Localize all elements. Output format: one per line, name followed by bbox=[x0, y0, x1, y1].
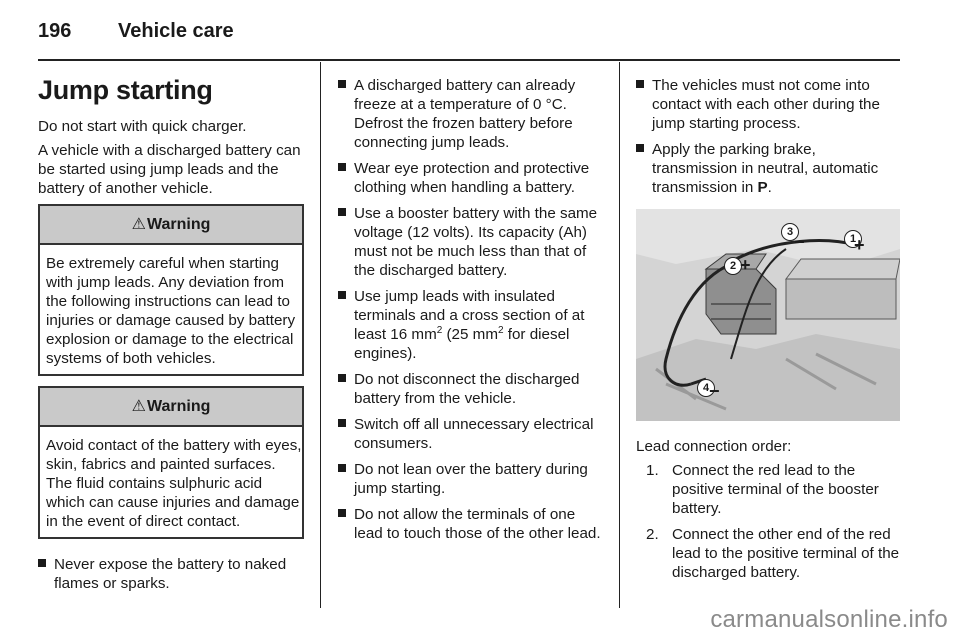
bullet-square-icon bbox=[338, 80, 346, 88]
list-item bbox=[38, 555, 304, 593]
list-item-text: Switch off all unnecessary electrical consumers. bbox=[354, 416, 594, 452]
step-item bbox=[646, 525, 902, 582]
bullet-square-icon bbox=[338, 208, 346, 216]
list-item bbox=[338, 76, 604, 152]
text-part: . bbox=[767, 179, 772, 196]
list-item bbox=[338, 460, 604, 498]
steps-list bbox=[646, 461, 902, 582]
list-item-text: Use a booster battery with the same voltage (12 volts). Its capacity (Ah) must not be much less than that of the discharged battery. bbox=[354, 205, 598, 279]
plus-sign-icon: + bbox=[854, 235, 865, 255]
bullet-square-icon bbox=[38, 559, 46, 567]
list-item bbox=[338, 505, 604, 543]
column-3 bbox=[636, 76, 902, 589]
plus-sign-icon: + bbox=[740, 255, 751, 275]
bullet-square-icon bbox=[338, 464, 346, 472]
text-part: Apply the parking brake, transmission in neutral, automatic transmission in bbox=[652, 141, 879, 196]
text-part: Use jump leads with insulated terminals and a cross section of at least 16 mm bbox=[354, 288, 585, 343]
lead-order-title: Lead connection order: bbox=[636, 438, 792, 455]
list-item-text: Never expose the battery to naked flames or sparks. bbox=[54, 556, 287, 592]
list-item bbox=[338, 287, 604, 363]
warning-box-2 bbox=[38, 386, 304, 539]
terminal-label: 3 bbox=[781, 223, 799, 241]
superscript: 2 bbox=[497, 324, 504, 336]
terminal-label: 4 bbox=[697, 379, 715, 397]
list-item bbox=[338, 415, 604, 453]
warning-text: Avoid contact of the battery with eyes, skin, fabrics and painted surfaces. The fluid contains sulphuric acid which can cause injuries and damage in the event of direct contact. bbox=[46, 437, 302, 530]
step-text: Connect the red lead to the positive terminal of the booster battery. bbox=[672, 462, 879, 517]
bullet-square-icon bbox=[338, 374, 346, 382]
step-item bbox=[646, 461, 902, 518]
bullet-list bbox=[636, 76, 902, 197]
gear-p-label: P bbox=[757, 179, 768, 196]
list-item-text: Do not lean over the battery during jump starting. bbox=[354, 461, 588, 497]
list-item-text bbox=[652, 141, 878, 196]
battery-jump-figure bbox=[636, 209, 900, 421]
bullet-square-icon bbox=[636, 80, 644, 88]
watermark: carmanualsonline.info bbox=[710, 606, 948, 633]
bullet-list bbox=[338, 76, 604, 543]
terminal-label: 1 bbox=[844, 230, 862, 248]
list-item-text: Wear eye protection and protective clothing when handling a battery. bbox=[354, 160, 590, 196]
minus-sign-icon: − bbox=[709, 381, 720, 401]
section-title: Vehicle care bbox=[118, 20, 234, 42]
list-item bbox=[636, 140, 902, 197]
list-item bbox=[338, 204, 604, 280]
warning-header bbox=[40, 388, 302, 427]
bullet-square-icon bbox=[636, 144, 644, 152]
list-item bbox=[338, 370, 604, 408]
list-item-text: Do not allow the terminals of one lead to touch those of the other lead. bbox=[354, 506, 601, 542]
intro-text-1: Do not start with quick charger. bbox=[38, 118, 247, 135]
warning-box-1 bbox=[38, 204, 304, 376]
page-number: 196 bbox=[38, 20, 72, 42]
warning-triangle-icon: ⚠ bbox=[131, 398, 146, 415]
warning-triangle-icon: ⚠ bbox=[131, 216, 146, 233]
column-1 bbox=[38, 72, 304, 600]
bullet-square-icon bbox=[338, 419, 346, 427]
page-header bbox=[38, 18, 900, 58]
column-divider-2 bbox=[619, 62, 620, 608]
page-heading: Jump starting bbox=[38, 75, 213, 105]
list-item bbox=[338, 159, 604, 197]
step-text: Connect the other end of the red lead to the positive terminal of the discharged battery. bbox=[672, 526, 900, 581]
bullet-square-icon bbox=[338, 509, 346, 517]
list-item-text bbox=[354, 288, 584, 362]
list-item-text: The vehicles must not come into contact with each other during the jump starting process. bbox=[652, 77, 880, 132]
terminal-label: 2 bbox=[724, 257, 742, 275]
warning-text: Be extremely careful when starting with jump leads. Any deviation from the following instructions can lead to injuries or damage caused by battery explosion or damage to the electrical systems of both vehicles. bbox=[46, 255, 296, 367]
header-rule bbox=[38, 59, 900, 61]
bullet-square-icon bbox=[338, 291, 346, 299]
column-2 bbox=[338, 76, 604, 550]
warning-label: Warning bbox=[146, 398, 211, 415]
intro-text-2: A vehicle with a discharged battery can be started using jump leads and the battery of another vehicle. bbox=[38, 142, 301, 197]
bullet-square-icon bbox=[338, 163, 346, 171]
step-number: 1. bbox=[646, 462, 659, 479]
text-part: (25 mm bbox=[442, 326, 498, 343]
step-number: 2. bbox=[646, 526, 659, 543]
bullet-list bbox=[38, 555, 304, 593]
list-item bbox=[636, 76, 902, 133]
warning-header bbox=[40, 206, 302, 245]
column-divider-1 bbox=[320, 62, 321, 608]
list-item-text: A discharged battery can already freeze at a temperature of 0 °C. Defrost the frozen battery before connecting jump leads. bbox=[354, 77, 576, 151]
list-item-text: Do not disconnect the discharged battery from the vehicle. bbox=[354, 371, 580, 407]
minus-sign-icon: − bbox=[794, 232, 805, 252]
warning-label: Warning bbox=[146, 216, 211, 233]
superscript: 2 bbox=[436, 324, 443, 336]
text-part: for diesel engines). bbox=[354, 326, 570, 362]
